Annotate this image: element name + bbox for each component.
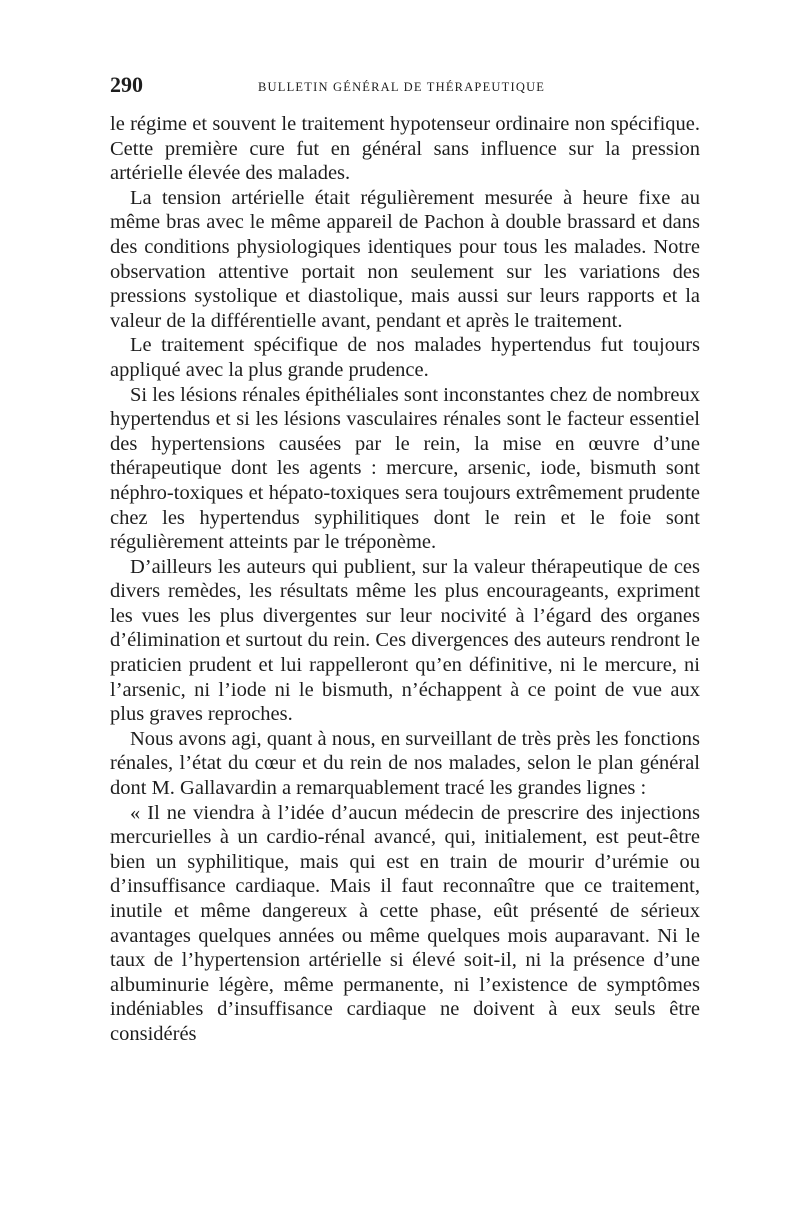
paragraph-6: Nous avons agi, quant à nous, en surveillant de très près les fonctions rénales, l’état du cœur et du rein de nos malades, selon le plan général dont M. Gallavardin a remarquablement tracé les grandes lignes : xyxy=(110,727,700,800)
paragraph-7-quotation: « Il ne viendra à l’idée d’aucun médecin de prescrire des injections mercurielles à un cardio-rénal avancé, qui, initialement, est peut-être bien un syphilitique, mais qui est en train de mourir d’urémie ou d’insuffisance cardiaque. Mais il faut reconnaître que ce traitement, inutile et même dangereux à cette phase, eût présenté de sérieux avantages quelques années ou même quelques mois auparavant. Ni le taux de l’hypertension artérielle si élevé soit-il, ni la présence d’une albuminurie légère, même permanente, ni l’existence de symptômes indéniables d’insuffisance cardiaque ne doivent à eux seuls être considérés xyxy=(110,801,700,1045)
page-header xyxy=(110,72,700,112)
paragraph-3: Le traitement spécifique de nos malades hypertendus fut toujours appliqué avec la plus grande prudence. xyxy=(110,334,700,381)
paragraph-2: La tension artérielle était régulièrement mesurée à heure fixe au même bras avec le même appareil de Pachon à double brassard et dans des conditions physiologiques identiques pour tous les malades. Notre observation attentive portait non seulement sur les variations des pressions systolique et diastolique, mais aussi sur leurs rapports et la valeur de la différentielle avant, pendant et après le traitement. xyxy=(110,186,700,332)
paragraph-5: D’ailleurs les auteurs qui publient, sur la valeur thérapeutique de ces divers remèdes, les résultats même les plus encourageants, expriment les vues les plus divergentes sur leur nocivité à l’égard des organes d’élimination et surtout du rein. Ces divergences des auteurs rendront le praticien prudent et lui rappelleront qu’en définitive, ni le mercure, ni l’arsenic, ni l’iode ni le bismuth, n’échappent à ce point de vue aux plus graves reproches. xyxy=(110,555,700,726)
body-text xyxy=(110,112,700,1047)
paragraph-4: Si les lésions rénales épithéliales sont inconstantes chez de nombreux hypertendus et si les lésions vasculaires rénales sont le facteur essentiel des hypertensions causées par le rein, la mise en œuvre d’une thérapeutique dont les agents : mercure, arsenic, iode, bismuth sont néphro-toxiques et hépato-toxiques sera toujours extrêmement prudente chez les hypertendus syphilitiques dont le rein et le foie sont régulièrement atteints par le tréponème. xyxy=(110,383,700,554)
page-number: 290 xyxy=(110,72,143,97)
book-page xyxy=(110,72,700,1047)
paragraph-1: le régime et souvent le traitement hypotenseur ordinaire non spécifique. Cette première cure fut en général sans influence sur la pression artérielle élevée des malades. xyxy=(110,113,700,185)
running-title: BULLETIN GÉNÉRAL DE THÉRAPEUTIQUE xyxy=(258,80,546,94)
